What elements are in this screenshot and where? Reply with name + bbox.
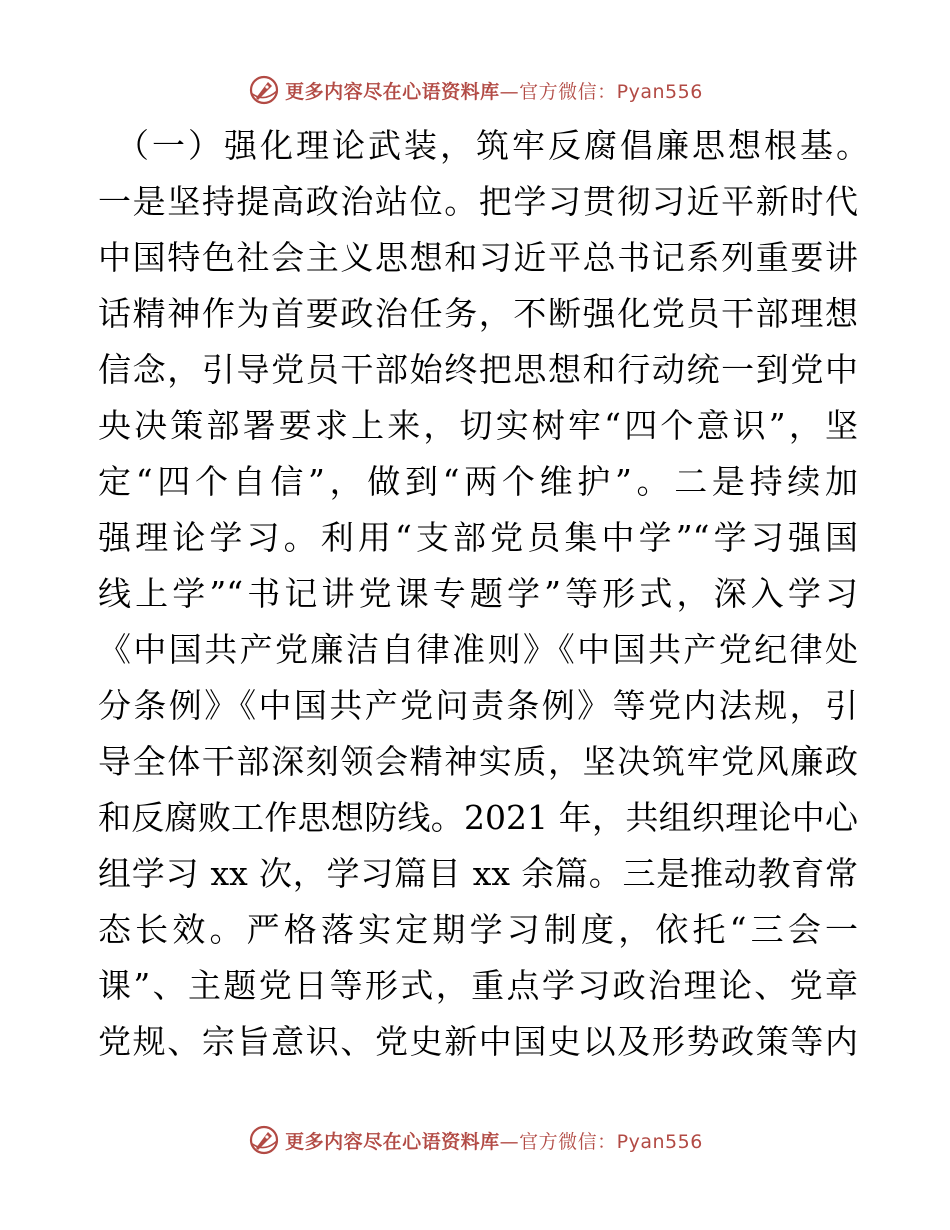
watermark-wechat: 官方微信：Pyan556 bbox=[519, 1130, 703, 1153]
section-heading: （一）强化理论武装，筑牢反腐倡廉思想根基。 bbox=[116, 126, 872, 165]
paragraph-line: 定“四个自信”，做到“两个维护”。二是持续加 bbox=[98, 462, 858, 501]
paragraph-line: 《中国共产党廉洁自律准则》《中国共产党纪律处 bbox=[98, 630, 858, 669]
watermark-text bbox=[285, 1127, 703, 1154]
paragraph-line: 中国特色社会主义思想和习近平总书记系列重要讲 bbox=[98, 238, 858, 277]
pen-nib-logo-icon bbox=[247, 73, 281, 107]
watermark-dash: — bbox=[499, 1130, 520, 1153]
paragraph-line: 和反腐败工作思想防线。2021 年，共组织理论中心 bbox=[98, 798, 858, 837]
paragraph-line: 态长效。严格落实定期学习制度，依托“三会一 bbox=[98, 910, 858, 949]
paragraph-line: 线上学”“书记讲党课专题学”等形式，深入学习 bbox=[98, 574, 858, 613]
watermark-text bbox=[285, 77, 703, 104]
paragraph-line: 分条例》《中国共产党问责条例》等党内法规，引 bbox=[98, 686, 858, 725]
watermark-banner-top bbox=[0, 70, 950, 110]
pen-nib-logo-icon bbox=[247, 1123, 281, 1157]
paragraph-line: 党规、宗旨意识、党史新中国史以及形势政策等内 bbox=[98, 1022, 858, 1061]
paragraph-line: 话精神作为首要政治任务，不断强化党员干部理想 bbox=[98, 294, 858, 333]
paragraph-line: 组学习 xx 次，学习篇目 xx 余篇。三是推动教育常 bbox=[98, 854, 858, 893]
watermark-brand: 更多内容尽在心语资料库 bbox=[285, 80, 500, 103]
watermark-banner-bottom bbox=[0, 1120, 950, 1160]
paragraph-line: 导全体干部深刻领会精神实质，坚决筑牢党风廉政 bbox=[98, 742, 858, 781]
document-body bbox=[98, 118, 872, 1070]
paragraph-line: 课”、主题党日等形式，重点学习政治理论、党章 bbox=[98, 966, 858, 1005]
paragraph-line: 一是坚持提高政治站位。把学习贯彻习近平新时代 bbox=[98, 182, 858, 221]
watermark-dash: — bbox=[499, 80, 520, 103]
paragraph-line: 信念，引导党员干部始终把思想和行动统一到党中 bbox=[98, 350, 858, 389]
paragraph-line: 央决策部署要求上来，切实树牢“四个意识”，坚 bbox=[98, 406, 858, 445]
watermark-brand: 更多内容尽在心语资料库 bbox=[285, 1130, 500, 1153]
watermark-wechat: 官方微信：Pyan556 bbox=[519, 80, 703, 103]
paragraph-line: 强理论学习。利用“支部党员集中学”“学习强国 bbox=[98, 518, 858, 557]
